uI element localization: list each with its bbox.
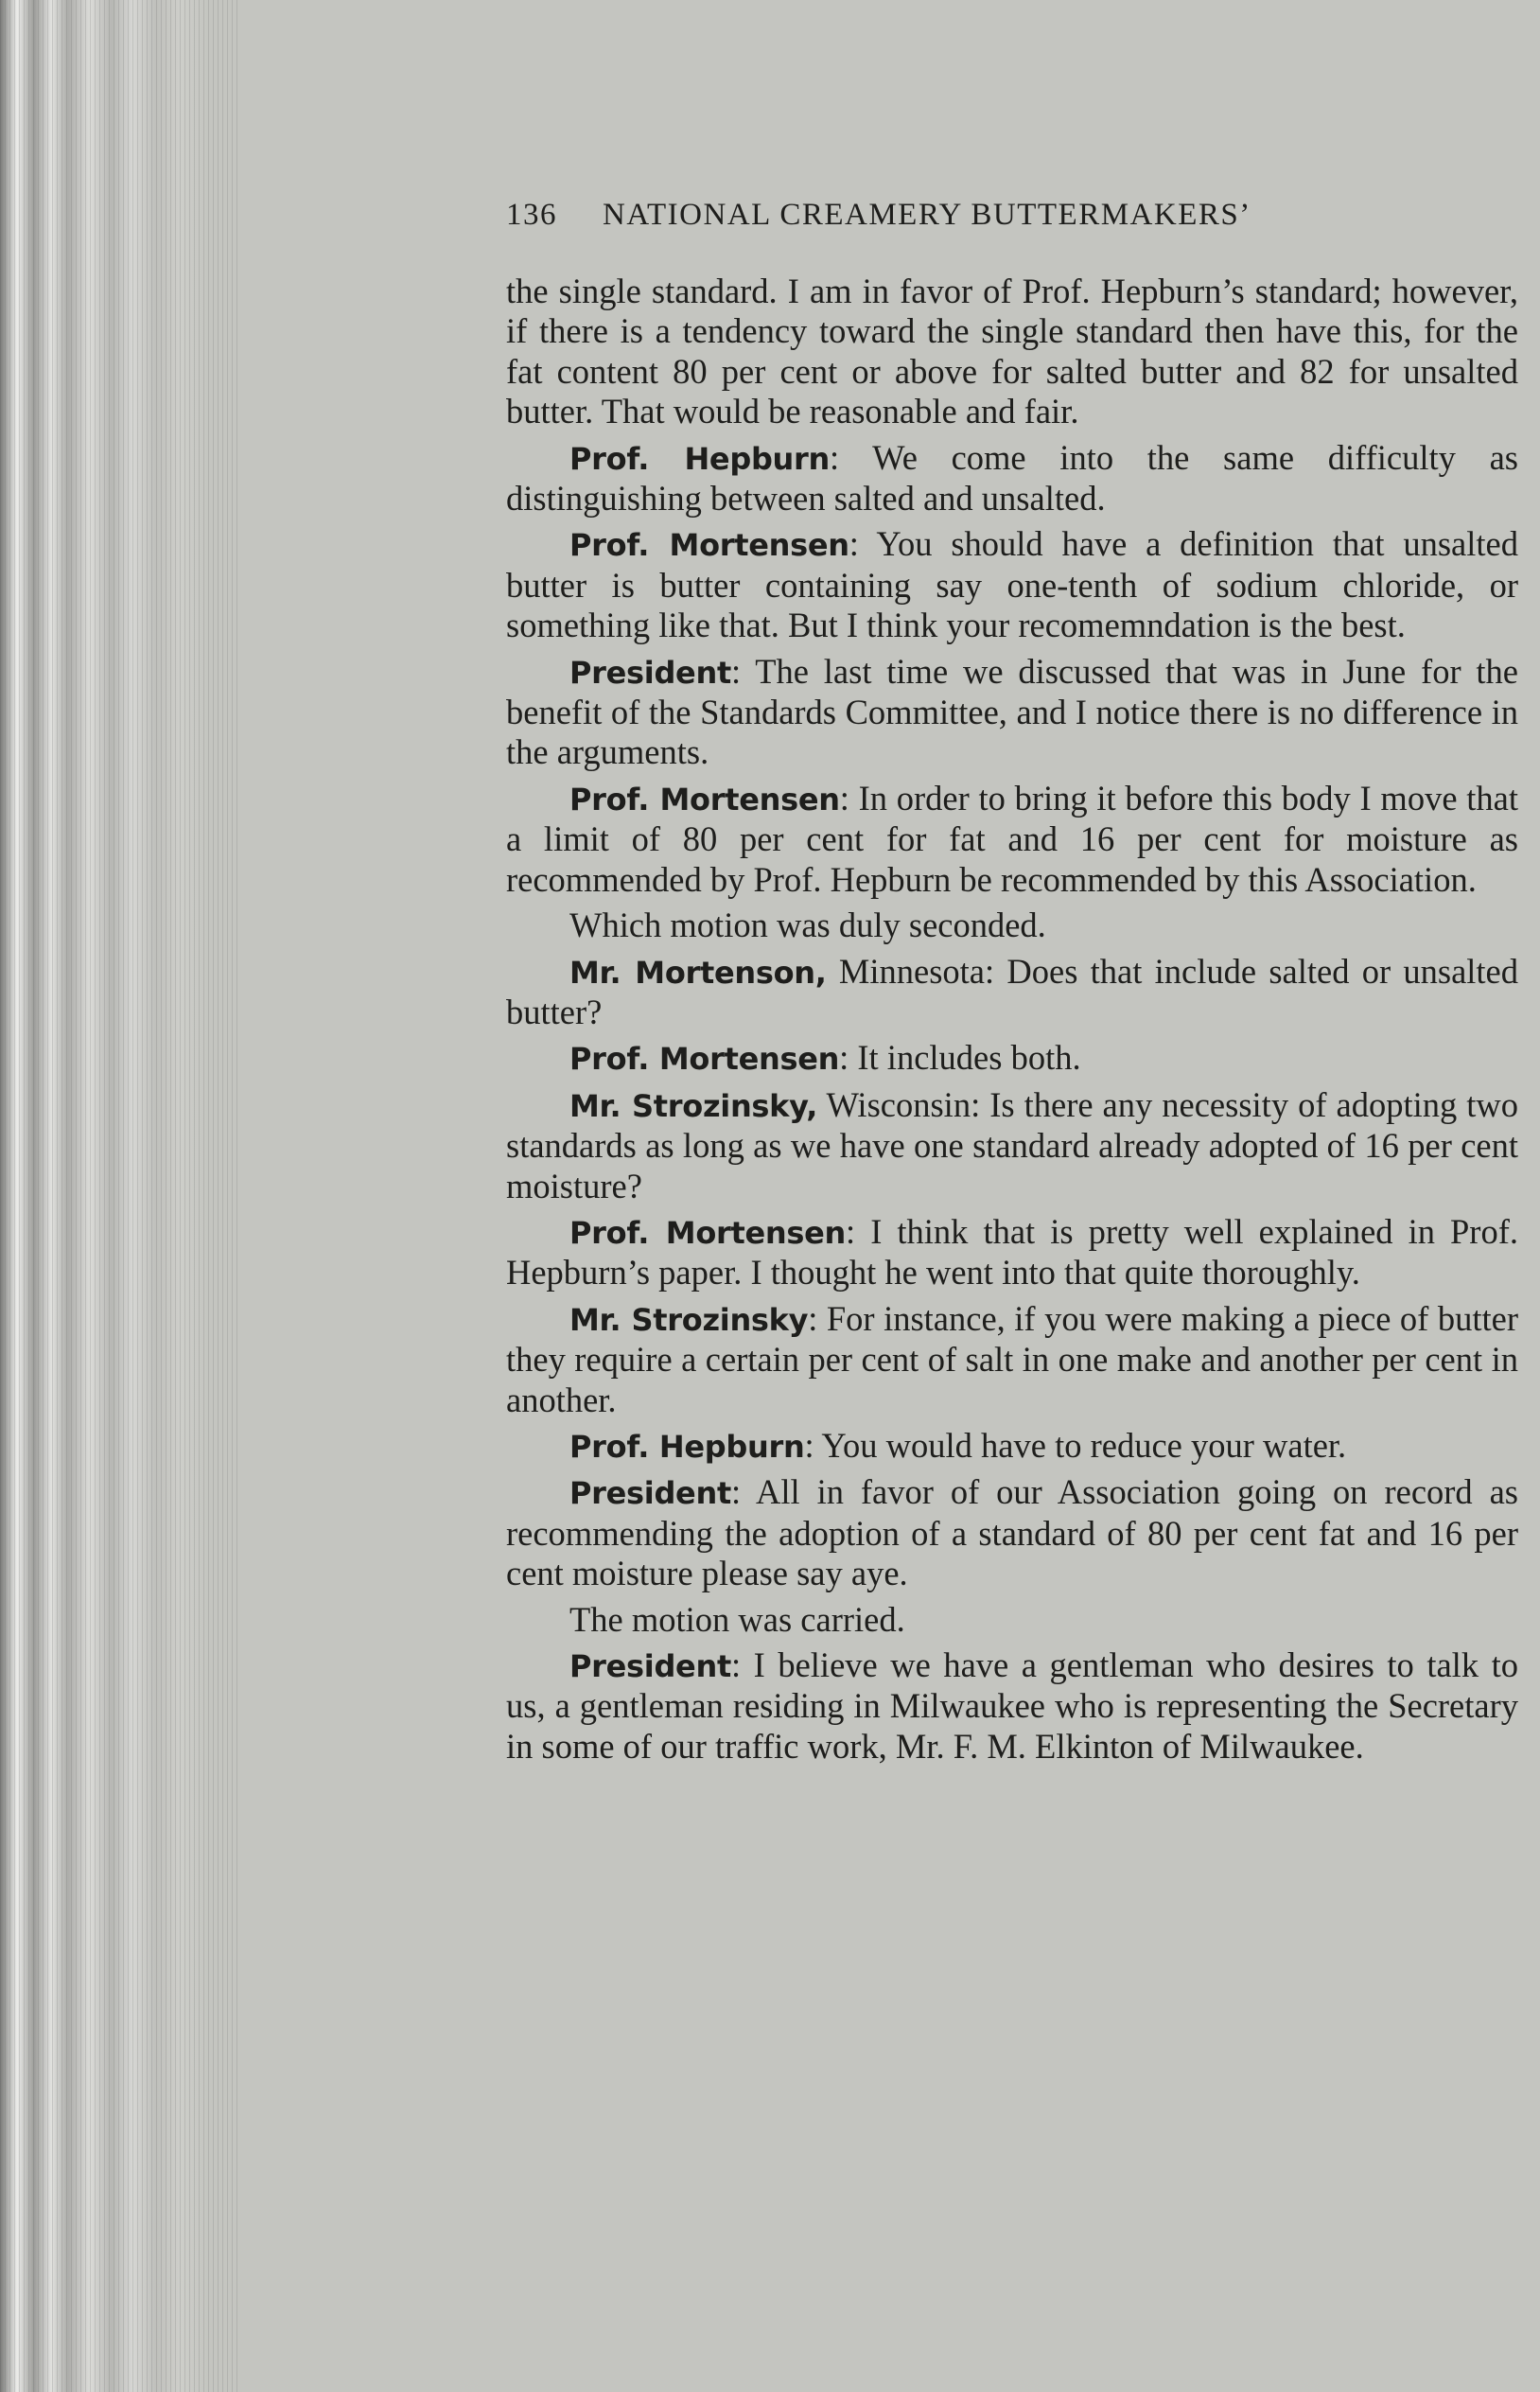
paragraph-text: : I think that is pretty well explained in Prof. Hepburn’s paper. I thought he went into that quite thoroughly. <box>506 1211 1518 1293</box>
speaker-name: President <box>569 654 731 691</box>
paragraph <box>506 1426 1518 1467</box>
paragraph-text: : We come into the same difficulty as distinguishing between salted and unsalted. <box>506 437 1518 519</box>
paragraph-text: : I believe we have a gentleman who desires to talk to us, a gentleman residing in Milwaukee who is representing the Secretary in some of our traffic work, Mr. F. M. Elkinton of Milwaukee. <box>506 1645 1518 1766</box>
paragraph <box>506 1600 1518 1640</box>
book-page-edges <box>0 0 241 2392</box>
speaker-name: Prof. Hepburn <box>569 1428 805 1465</box>
running-head <box>506 194 1518 236</box>
speaker-name: President <box>569 1475 731 1512</box>
paragraph <box>506 1085 1518 1206</box>
paragraph <box>506 1212 1518 1293</box>
paragraph <box>506 1038 1518 1079</box>
paragraph <box>506 438 1518 519</box>
paragraph <box>506 952 1518 1033</box>
paragraph-text: the single standard. I am in favor of Prof. Hepburn’s standard; however, if there is a tendency toward the single standard then have this, for the fat content 80 per cent or above for salted butter and 82 for unsalted butter. That would be reasonable and fair. <box>506 272 1518 431</box>
running-title: NATIONAL CREAMERY BUTTERMAKERS’ <box>603 198 1251 232</box>
paragraph-text: : All in favor of our Association going on record as recommending the adoption of a standard of 80 per cent fat and 16 per cent moisture please say aye. <box>506 1472 1518 1593</box>
speaker-name: Mr. Strozinsky, <box>569 1087 818 1124</box>
speaker-name: Prof. Mortensen <box>569 781 840 818</box>
paragraph-text: : The last time we discussed that was in June for the benefit of the Standards Committee, and I notice there is no difference in the arguments. <box>506 651 1518 772</box>
paragraph-continuation <box>506 272 1518 432</box>
paragraph-text: The motion was carried. <box>569 1599 905 1639</box>
paragraph-text: : You would have to reduce your water. <box>804 1425 1347 1465</box>
paragraph <box>506 652 1518 773</box>
paragraph <box>506 1645 1518 1767</box>
speaker-name: Prof. Mortensen <box>569 1041 840 1078</box>
paragraph-text: : You should have a definition that unsalted butter is butter containing say one-tenth of sodium chloride, or something like that. But I think your recomemndation is the best. <box>506 524 1518 645</box>
speaker-name: President <box>569 1648 731 1684</box>
paragraph-text: : In order to bring it before this body I move that a limit of 80 per cent for fat and 16 per cent for moisture as recommended by Prof. Hepburn be recommended by this Association. <box>506 778 1518 899</box>
paragraph <box>506 1472 1518 1593</box>
paragraph-text: : For instance, if you were making a piece of butter they require a certain per cent of salt in one make and another per cent in another. <box>506 1298 1518 1419</box>
speaker-name: Mr. Strozinsky <box>569 1301 809 1338</box>
paragraph <box>506 1299 1518 1420</box>
speaker-name: Prof. Mortensen <box>569 1214 847 1251</box>
page-number: 136 <box>506 198 557 232</box>
speaker-name: Prof. Mortensen <box>569 527 849 564</box>
speaker-name: Mr. Mortenson, <box>569 954 827 991</box>
book-page <box>506 194 1518 1772</box>
paragraph-text: Wisconsin: Is there any necessity of adopting two standards as long as we have one standard already adopted of 16 per cent moisture? <box>506 1084 1518 1205</box>
paragraph <box>506 524 1518 645</box>
paragraph-text: Minnesota: Does that include salted or unsalted butter? <box>506 951 1518 1031</box>
paragraph <box>506 779 1518 900</box>
paragraph-text: Which motion was duly seconded. <box>569 906 1046 945</box>
paragraph <box>506 906 1518 945</box>
paragraph-text: : It includes both. <box>839 1038 1081 1078</box>
speaker-name: Prof. Hepburn <box>569 440 830 477</box>
